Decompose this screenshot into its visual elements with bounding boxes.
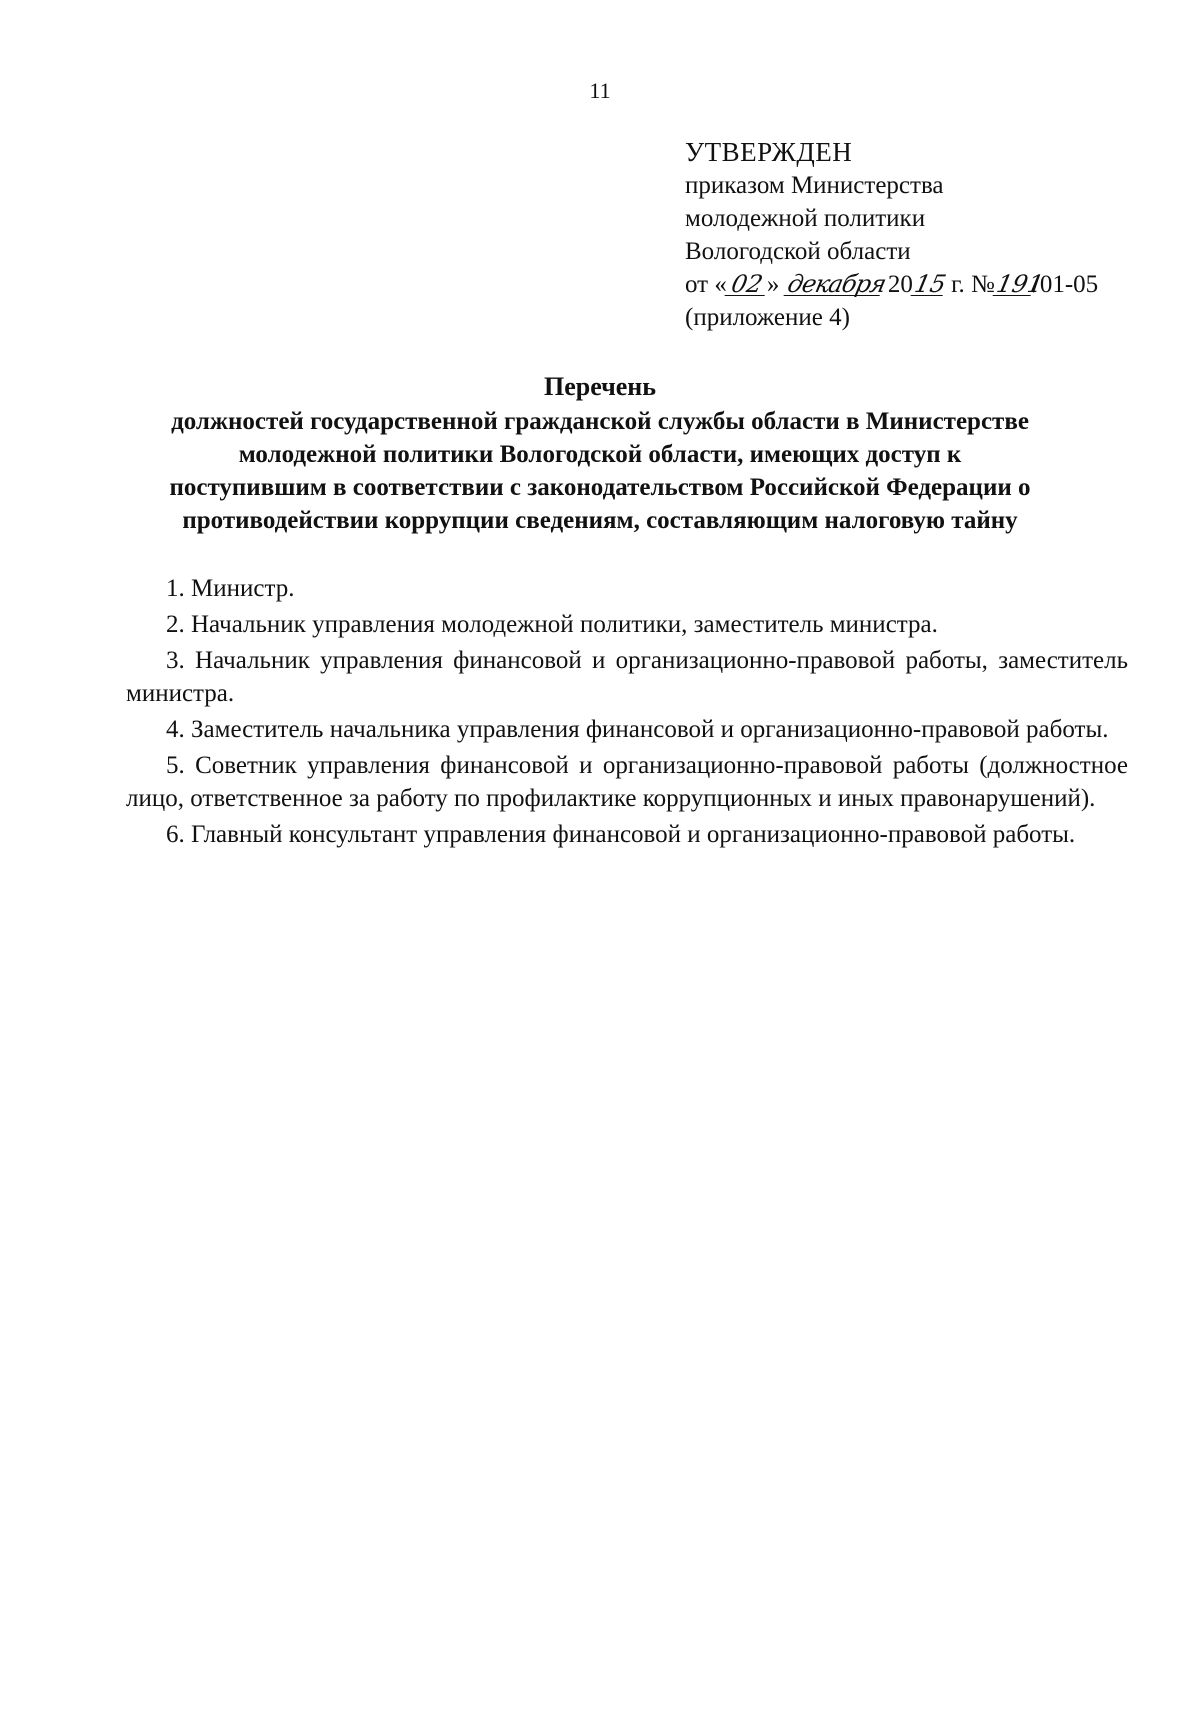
year-prefix: 20 xyxy=(887,271,913,298)
handwritten-order-number: 191 xyxy=(994,270,1046,298)
date-mid: » xyxy=(766,271,780,298)
list-item: 5. Советник управления финансовой и организационно-правовой работы (должностное лицо, ответственное за работу по профилактике коррупционных и иных правонарушений). xyxy=(126,752,1128,812)
approval-line-2: молодежной политики xyxy=(685,205,926,232)
order-number-suffix: /01-05 xyxy=(1032,271,1099,298)
title-line-4: противодействии коррупции сведениям, составляющим налоговую тайну xyxy=(182,507,1018,534)
title-heading: Перечень xyxy=(543,372,657,401)
attachment-label: (приложение 4) xyxy=(685,304,850,331)
handwritten-year: 15 xyxy=(911,270,949,298)
list-item: 2. Начальник управления молодежной политики, заместитель министра. xyxy=(166,611,938,638)
title-line-3: поступившим в соответствии с законодательством Российской Федерации о xyxy=(169,474,1031,501)
positions-list xyxy=(126,572,1128,854)
approved-label: УТВЕРЖДЕН xyxy=(685,137,853,167)
approval-line-3: Вологодской области xyxy=(685,238,911,265)
year-after: г. № xyxy=(951,271,995,298)
list-item: 3. Начальник управления финансовой и организационно-правовой работы, заместитель министра. xyxy=(126,647,1128,707)
handwritten-month: декабря xyxy=(784,270,888,298)
list-item: 6. Главный консультант управления финансовой и организационно-правовой работы. xyxy=(166,821,1076,848)
handwritten-day: 02 xyxy=(724,273,769,296)
title-line-1: должностей государственной гражданской службы области в Министерстве xyxy=(171,408,1029,435)
list-item: 4. Заместитель начальника управления финансовой и организационно-правовой работы. xyxy=(166,716,1109,743)
list-item: 1. Министр. xyxy=(166,575,295,602)
date-prefix: от « xyxy=(685,271,727,298)
approval-line-1: приказом Министерства xyxy=(685,172,944,199)
page-number: 11 xyxy=(589,78,611,103)
document-title xyxy=(120,370,1080,537)
approval-date-line xyxy=(685,268,1165,301)
title-line-2: молодежной политики Вологодской области, имеющих доступ к xyxy=(238,441,962,468)
approval-stamp xyxy=(685,136,1165,334)
